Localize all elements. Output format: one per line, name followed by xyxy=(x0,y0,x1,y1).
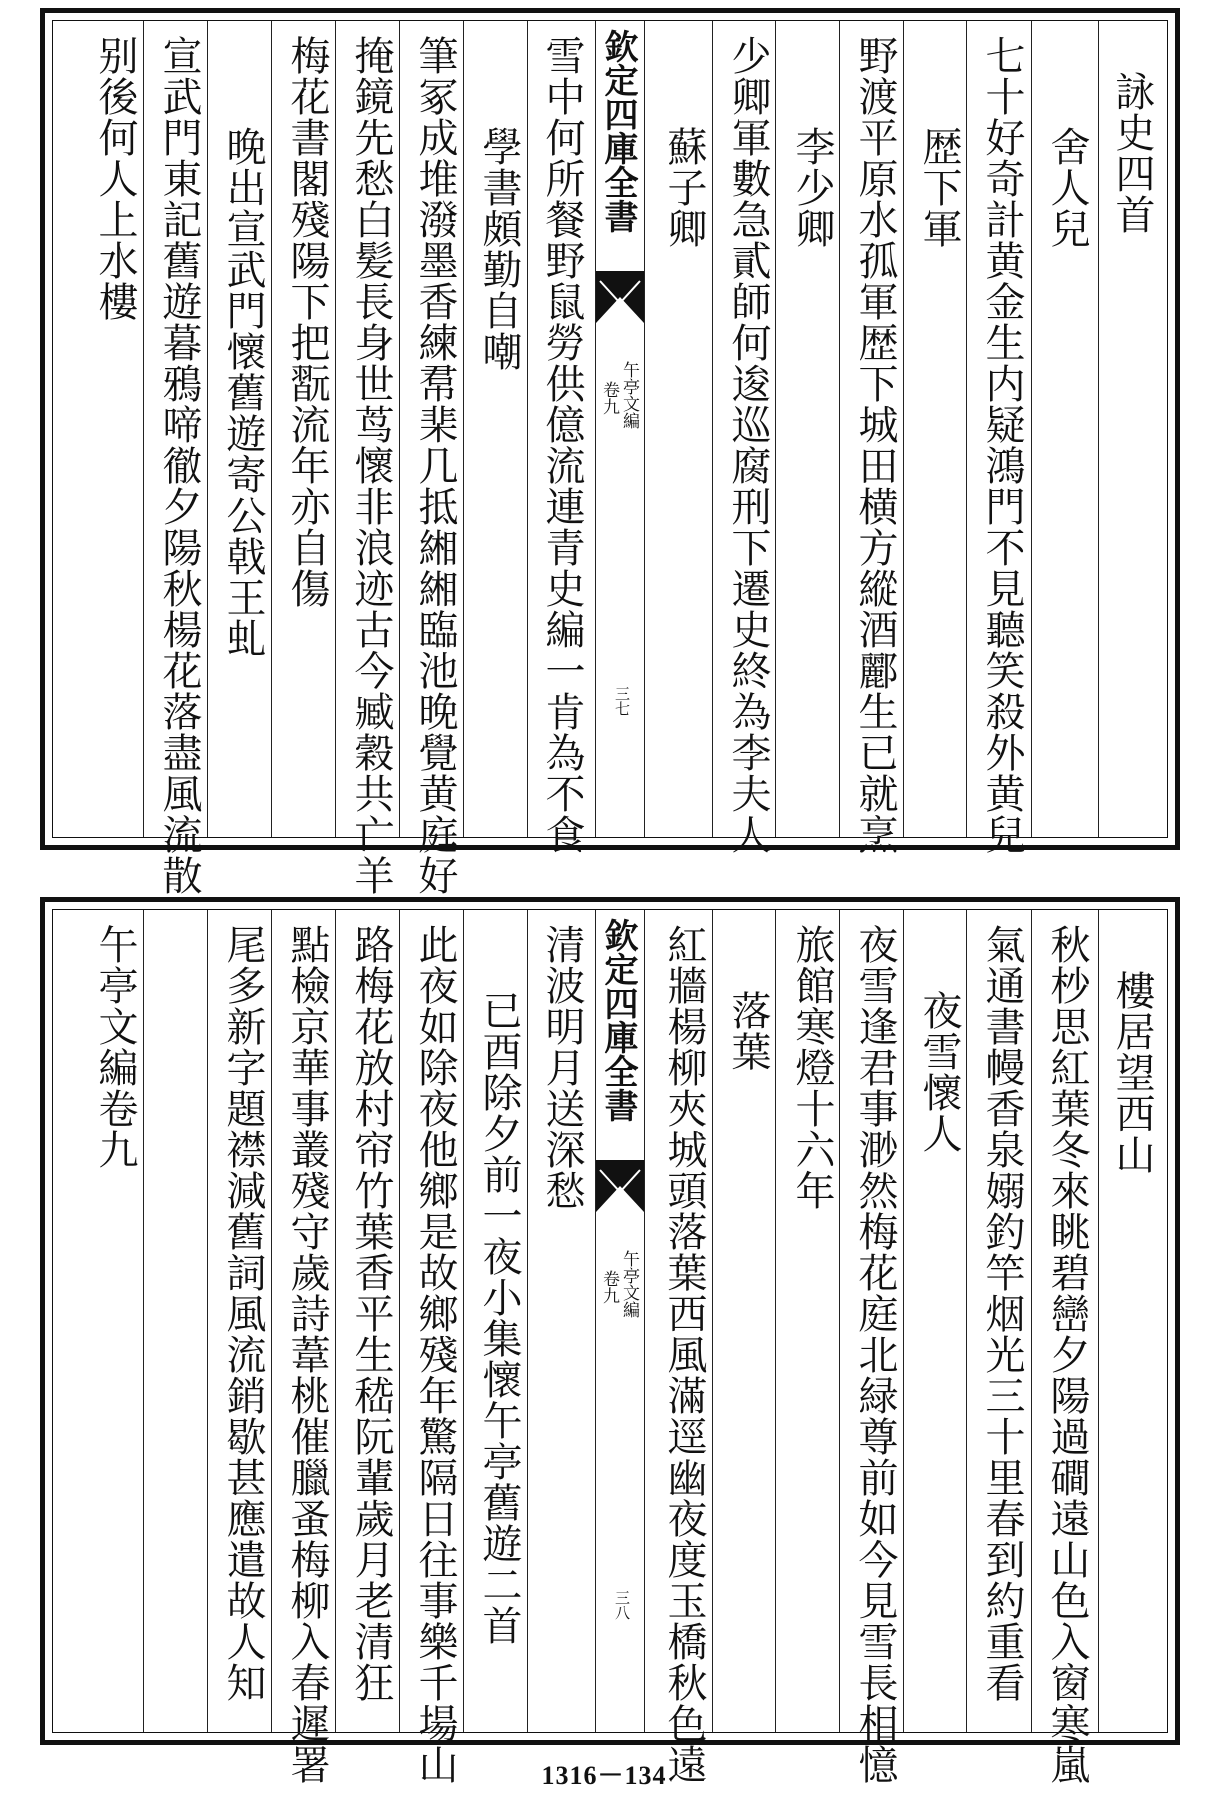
column-subheading: 舍人兒 xyxy=(1044,126,1090,249)
column-text: 筆冢成堆潑墨香練帬棐几抵緗緗臨池晚覺黄庭好 xyxy=(412,35,458,896)
fish-tail-ornament-icon xyxy=(596,1160,644,1212)
column-text: 尾多新字題襟減舊詞風流銷歇甚應遣故人知 xyxy=(220,924,266,1703)
column-subheading: 歴下軍 xyxy=(916,126,962,249)
column-subheading: 已酉除夕前一夜小集懷午亭舊遊二首 xyxy=(476,990,522,1646)
library-title: 欽定四庫全書 xyxy=(598,918,638,1122)
column-text: 此夜如除夜他鄉是故鄉殘年驚隔日往事樂千場山 xyxy=(412,924,458,1785)
column-subheading: 李少卿 xyxy=(789,126,835,249)
column-text: 秋杪思紅葉冬來眺碧巒夕陽過磵遠山色入窗寒嵐 xyxy=(1044,924,1090,1785)
column-subheading: 晚出宣武門懷舊遊寄公戟王虬 xyxy=(220,126,266,659)
column-text: 點檢京華事叢殘守歲詩葦桃催臘蚤梅柳入春遲署 xyxy=(284,924,330,1785)
column-text: 雪中何所餐野鼠勞供億流連青史編一肯為不食 xyxy=(539,35,585,855)
column-text: 路梅花放村帘竹葉香平生嵇阮輩歲月老清狂 xyxy=(348,924,394,1703)
column-text: 七十好奇計黄金生内疑鴻門不見聽笑殺外黄兒 xyxy=(979,35,1025,855)
column-text: 氣通書幔香泉嫋釣竿烟光三十里春到約重看 xyxy=(979,924,1025,1703)
volume-label: 卷九 xyxy=(599,1270,619,1304)
column-text: 少卿軍數急貳師何逡巡腐刑下遷史終為李夫人 xyxy=(725,35,771,855)
column-text: 掩鏡先愁白髪長身世茑懷非浪迹古今臧穀共亡羊 xyxy=(348,35,394,896)
column-text: 紅牆楊柳夾城頭落葉西風滿逕幽夜度玉橋秋色遠 xyxy=(661,924,707,1785)
page-top-frame xyxy=(52,20,1168,896)
center-gutter xyxy=(595,910,645,1732)
column-text: 野渡平原水孤軍歴下城田横方縱酒酈生已就烹 xyxy=(852,35,898,855)
column-heading: 詠史四首 xyxy=(1109,71,1155,235)
column-subheading: 落葉 xyxy=(725,990,771,1072)
volume-end-title: 午亭文編卷九 xyxy=(92,924,138,1170)
column-text: 旅館寒燈十六年 xyxy=(789,924,835,1211)
column-text: 别後何人上水樓 xyxy=(92,35,138,322)
library-title: 欽定四庫全書 xyxy=(598,29,638,233)
column-subheading: 蘇子卿 xyxy=(661,126,707,249)
fish-tail-ornament-icon xyxy=(596,271,644,323)
volume-label: 卷九 xyxy=(599,381,619,415)
column-subheading: 學書頗勤自嘲 xyxy=(476,126,522,372)
center-gutter xyxy=(595,21,645,837)
book-title: 午亭文編 xyxy=(619,361,639,429)
footer-page-code: 1316－134 xyxy=(541,1761,667,1790)
column-text: 夜雪逢君事渺然梅花庭北緑尊前如今見雪長相憶 xyxy=(852,924,898,1785)
page-number: 三七 xyxy=(613,686,631,716)
page-top xyxy=(40,8,1180,896)
book-title: 午亭文編 xyxy=(619,1250,639,1318)
column-text: 清波明月送深愁 xyxy=(539,924,585,1211)
column-heading: 樓居望西山 xyxy=(1109,970,1155,1175)
column-text: 梅花書閣殘陽下把翫流年亦自傷 xyxy=(284,35,330,609)
column-text: 宣武門東記舊遊暮鴉啼徹夕陽秋楊花落盡風流散 xyxy=(156,35,202,896)
page-number: 三八 xyxy=(613,1590,631,1620)
column-subheading: 夜雪懷人 xyxy=(916,990,962,1154)
